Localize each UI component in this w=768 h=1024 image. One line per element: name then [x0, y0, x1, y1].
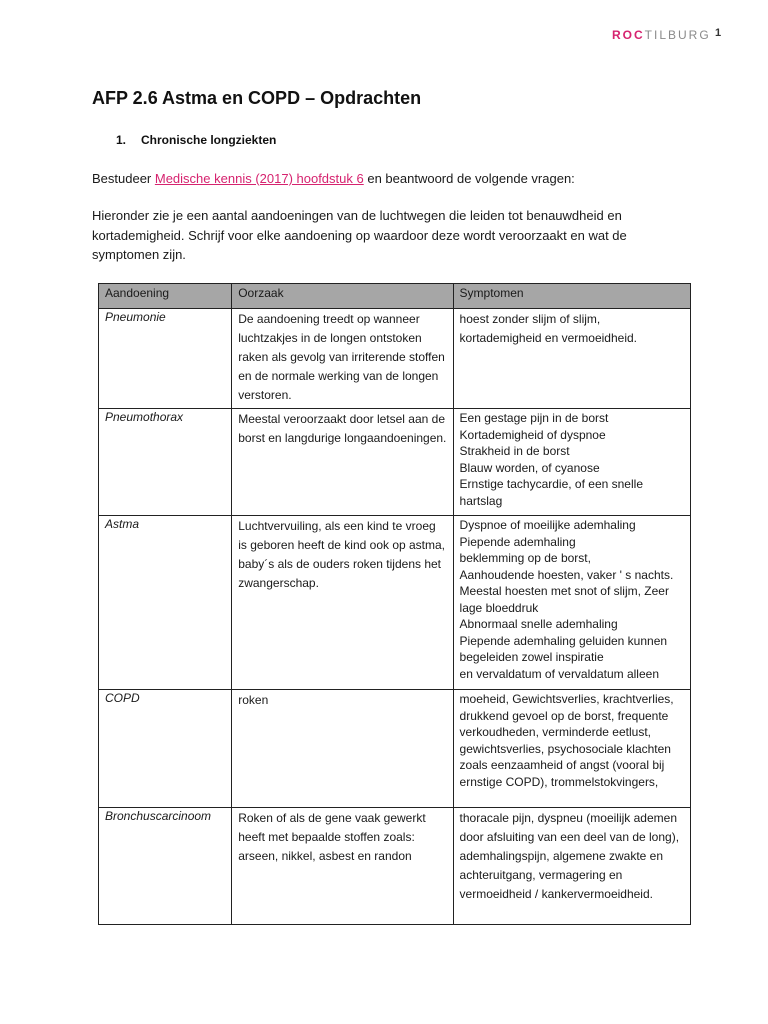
table-row-copd	[99, 690, 691, 808]
symptoms-cell: thoracale pijn, dyspneu (moeilijk ademen door afsluiting van een deel van de long), ademhalingspijn, algemene zwakte en achteruitgang, vermagering en vermoeidheid / kankervermoeidheid.	[453, 808, 690, 925]
header-symptomen: Symptomen	[453, 284, 690, 309]
table-row-astma	[99, 516, 691, 690]
header-oorzaak: Oorzaak	[232, 284, 453, 309]
symptoms-cell: Een gestage pijn in de borst Kortademigheid of dyspnoe Strakheid in de borst Blauw worden, of cyanose Ernstige tachycardie, of een snelle hartslag	[453, 409, 690, 516]
table-row-bronchuscarcinoom	[99, 808, 691, 925]
instruction-text-after: en beantwoord de volgende vragen:	[363, 171, 575, 186]
logo-tilburg-text: TILBURG	[644, 28, 711, 42]
cause-cell: Roken of als de gene vaak gewerkt heeft met bepaalde stoffen zoals: arseen, nikkel, asbest en randon	[232, 808, 453, 925]
symptoms-cell: moeheid, Gewichtsverlies, krachtverlies, drukkend gevoel op de borst, frequente verkoudheden, verminderde eetlust, gewichtsverlies, psychosociale klachten zoals eenzaamheid of angst (vooral bij ernstige COPD), trommelstokvingers,	[453, 690, 690, 808]
cause-cell: roken	[232, 690, 453, 808]
condition-cell: Pneumonie	[99, 309, 232, 409]
page-number: 1	[715, 27, 722, 39]
study-instruction	[92, 170, 575, 188]
assignment-paragraph: Hieronder zie je een aantal aandoeningen van de luchtwegen die leiden tot benauwdheid en kortademigheid. Schrijf voor elke aandoening op waardoor deze wordt veroorzaakt en wat de symptomen zijn.	[92, 208, 627, 262]
table-row-pneumonie	[99, 309, 691, 409]
condition-cell: Bronchuscarcinoom	[99, 808, 232, 925]
section-heading-text: Chronische longziekten	[141, 133, 277, 147]
instruction-text-before: Bestudeer	[92, 171, 155, 186]
table-header-row	[99, 284, 691, 309]
document-title: AFP 2.6 Astma en COPD – Opdrachten	[92, 88, 422, 108]
logo-roc-text: ROC	[612, 28, 645, 42]
section-number: 1.	[116, 133, 127, 147]
roc-tilburg-logo	[612, 28, 711, 42]
symptoms-cell: hoest zonder slijm of slijm, kortademigheid en vermoeidheid.	[453, 309, 690, 409]
cause-cell: De aandoening treedt op wanneer luchtzakjes in de longen ontstoken raken als gevolg van irriterende stoffen en de normale werking van de longen verstoren.	[232, 309, 453, 409]
cause-cell: Meestal veroorzaakt door letsel aan de borst en langdurige longaandoeningen.	[232, 409, 453, 516]
section-heading	[116, 133, 276, 147]
conditions-table	[98, 283, 691, 925]
symptoms-cell: Dyspnoe of moeilijke ademhaling Piepende ademhaling beklemming op de borst, Aanhoudende hoesten, vaker ' s nachts. Meestal hoesten met snot of slijm, Zeer lage bloeddruk Abnormaal snelle ademhaling Piepende ademhaling geluiden kunnen begeleiden zowel inspiratie en vervaldatum of vervaldatum alleen	[453, 516, 690, 690]
condition-cell: Pneumothorax	[99, 409, 232, 516]
condition-cell: Astma	[99, 516, 232, 690]
table-row-pneumothorax	[99, 409, 691, 516]
cause-cell: Luchtvervuiling, als een kind te vroeg is geboren heeft de kind ook op astma, baby´s als de ouders roken tijdens het zwangerschap.	[232, 516, 453, 690]
medische-kennis-link[interactable]: Medische kennis (2017) hoofdstuk 6	[154, 171, 364, 186]
condition-cell: COPD	[99, 690, 232, 808]
header-aandoening: Aandoening	[99, 284, 232, 309]
